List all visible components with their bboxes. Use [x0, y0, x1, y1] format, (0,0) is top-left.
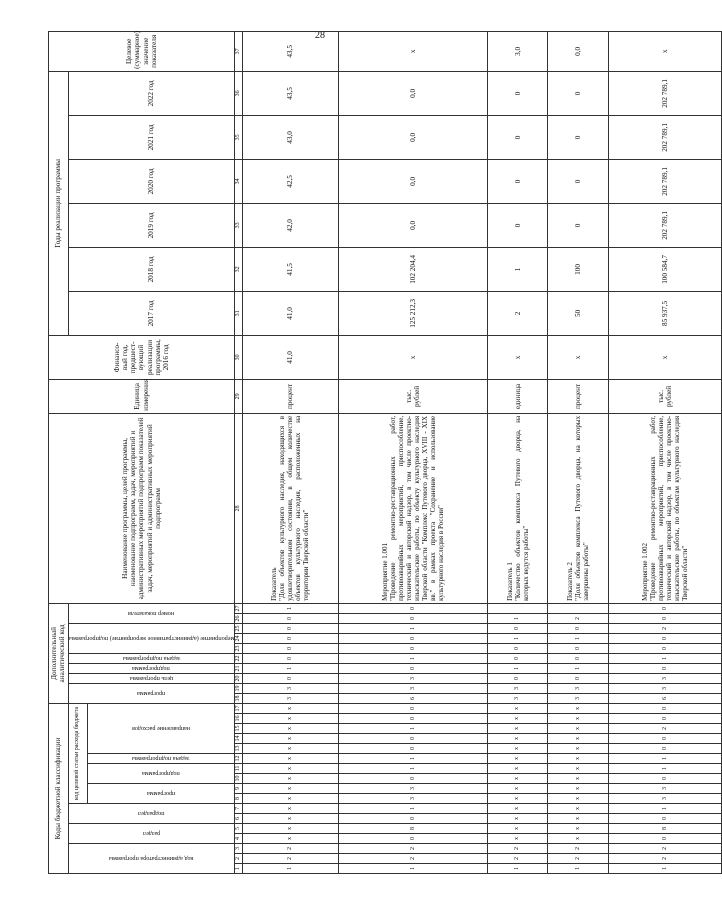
- row-year-value: 102 204,4: [338, 247, 487, 291]
- code-cell: x: [242, 754, 338, 764]
- code-cell: x: [242, 734, 338, 744]
- code-cell: x: [548, 734, 608, 744]
- code-cell: 0: [608, 633, 722, 643]
- column-number: 16: [235, 715, 242, 722]
- code-cell: 0: [338, 603, 487, 613]
- code-cell: 3: [608, 683, 722, 693]
- header-years: Годы реализации программы: [49, 71, 69, 335]
- code-cell: x: [242, 784, 338, 794]
- code-cell: 2: [242, 854, 338, 864]
- code-cell: x: [242, 744, 338, 754]
- code-cell: 1: [548, 663, 608, 673]
- code-cell: x: [548, 764, 608, 774]
- column-number: 27: [235, 603, 243, 613]
- code-cell: 3: [608, 784, 722, 794]
- code-cell: 2: [338, 844, 487, 854]
- code-cell: x: [242, 714, 338, 724]
- header-2022: 2022 год: [68, 71, 234, 115]
- column-numbers-row: [235, 31, 243, 873]
- code-cell: x: [242, 824, 338, 834]
- code-cell: x: [548, 774, 608, 784]
- code-cell: x: [242, 804, 338, 814]
- row-year-value: 41,0: [242, 291, 338, 335]
- code-cell: 1: [242, 663, 338, 673]
- code-cell: 0: [488, 673, 548, 683]
- code-cell: 2: [338, 854, 487, 864]
- header-a-goal: цель программы: [68, 673, 234, 683]
- row-year-value: 202 789,1: [608, 203, 722, 247]
- code-cell: 1: [608, 653, 722, 663]
- header-fin-year: Финансо-вый год, предшест-вующий реализации программы, 2016 год: [49, 335, 235, 379]
- code-cell: 0: [242, 633, 338, 643]
- code-cell: 0: [548, 623, 608, 633]
- code-cell: x: [488, 834, 548, 844]
- code-cell: x: [548, 703, 608, 713]
- code-cell: 2: [548, 844, 608, 854]
- code-cell: 0: [608, 663, 722, 673]
- row-fin-year-value: x: [548, 335, 608, 379]
- header-additional-code: Дополнительный аналитический код: [49, 603, 69, 703]
- code-cell: 6: [338, 693, 487, 703]
- code-cell: 0: [338, 703, 487, 713]
- header-target-value: Целевое (суммарное) значение показателя: [49, 31, 235, 71]
- code-cell: 3: [488, 683, 548, 693]
- header-program: программа: [88, 784, 235, 804]
- table-row: [608, 31, 722, 873]
- column-number: 30: [235, 335, 243, 379]
- table-row: [338, 31, 487, 873]
- row-target-value: 0,0: [548, 31, 608, 71]
- header-subsection: подраздел: [68, 804, 234, 824]
- code-cell: 1: [488, 663, 548, 673]
- code-cell: 0: [338, 814, 487, 824]
- column-number: 34: [235, 159, 243, 203]
- row-fin-year-value: 41,0: [242, 335, 338, 379]
- column-number: 35: [235, 115, 243, 159]
- code-cell: x: [242, 794, 338, 804]
- row-unit: процент: [548, 379, 608, 413]
- code-cell: x: [548, 754, 608, 764]
- row-year-value: 0: [488, 203, 548, 247]
- code-cell: 0: [608, 774, 722, 784]
- row-year-value: 100: [548, 247, 608, 291]
- code-cell: 0: [608, 714, 722, 724]
- header-direction: направление расходов: [88, 703, 235, 753]
- header-unit: Единица измерения: [49, 379, 235, 413]
- code-cell: 3: [242, 683, 338, 693]
- code-cell: 0: [338, 663, 487, 673]
- row-year-value: 0: [488, 159, 548, 203]
- row-year-value: 42,0: [242, 203, 338, 247]
- header-target-item-code: код целевой статьи расхода бюджета: [68, 703, 88, 803]
- column-number: 10: [235, 775, 242, 782]
- header-name: Наименование программы, целей программы, наименование подпрограмм, задач, мероприятий и административных мероприятий подпрограмм показателей задач, мероприятий и административных мероприятий подпрограмм: [49, 413, 235, 603]
- code-cell: 3: [608, 794, 722, 804]
- header-a-program: программа: [68, 683, 234, 703]
- row-unit: процент: [242, 379, 338, 413]
- code-cell: x: [548, 804, 608, 814]
- code-cell: 1: [338, 623, 487, 633]
- row-fin-year-value: x: [338, 335, 487, 379]
- code-cell: 0: [338, 744, 487, 754]
- code-cell: 0: [548, 643, 608, 653]
- header-2017: 2017 год: [68, 291, 234, 335]
- code-cell: 1: [548, 864, 608, 874]
- row-unit: единица: [488, 379, 548, 413]
- code-cell: 0: [548, 673, 608, 683]
- code-cell: 2: [488, 844, 548, 854]
- code-cell: 1: [338, 653, 487, 663]
- code-cell: x: [242, 834, 338, 844]
- code-cell: x: [488, 714, 548, 724]
- table-row: [242, 31, 338, 873]
- code-cell: 2: [548, 854, 608, 864]
- code-cell: 0: [242, 653, 338, 663]
- code-cell: x: [242, 724, 338, 734]
- row-year-value: 202 789,1: [608, 71, 722, 115]
- header-2021: 2021 год: [68, 115, 234, 159]
- code-cell: 2: [608, 623, 722, 633]
- code-cell: 2: [608, 854, 722, 864]
- code-cell: 1: [338, 764, 487, 774]
- row-year-value: 0,0: [338, 159, 487, 203]
- code-cell: x: [548, 714, 608, 724]
- code-cell: 6: [608, 693, 722, 703]
- row-year-value: 50: [548, 291, 608, 335]
- table-row: [548, 31, 608, 873]
- code-cell: x: [488, 744, 548, 754]
- code-cell: [488, 603, 548, 613]
- row-year-value: 0,0: [338, 115, 487, 159]
- header-2018: 2018 год: [68, 247, 234, 291]
- row-unit: тыс. рублей: [338, 379, 487, 413]
- code-cell: 3: [488, 693, 548, 703]
- code-cell: 0: [338, 834, 487, 844]
- row-year-value: 0,0: [338, 203, 487, 247]
- row-year-value: 202 789,1: [608, 159, 722, 203]
- code-cell: 1: [548, 633, 608, 643]
- code-cell: x: [242, 774, 338, 784]
- column-number: 31: [235, 291, 243, 335]
- code-cell: x: [242, 814, 338, 824]
- code-cell: 0: [608, 814, 722, 824]
- column-number: 23: [235, 645, 242, 652]
- code-cell: 0: [242, 613, 338, 623]
- column-number: 26: [235, 615, 242, 622]
- code-cell: 2: [608, 844, 722, 854]
- code-cell: 1: [608, 804, 722, 814]
- header-2019: 2019 год: [68, 203, 234, 247]
- code-cell: 0: [338, 734, 487, 744]
- program-table: [48, 31, 722, 874]
- code-cell: x: [488, 824, 548, 834]
- header-a-indicator: номер показателя: [68, 603, 234, 623]
- table-row: [488, 31, 548, 873]
- row-name: Показатель 2 "Доля объектов комплекса Путевого дворца, на которых завершены работы": [548, 413, 608, 603]
- column-number: 3: [235, 844, 243, 854]
- code-cell: x: [548, 794, 608, 804]
- row-year-value: 1: [488, 247, 548, 291]
- code-cell: x: [488, 724, 548, 734]
- header-admin-code: код администратора программы: [68, 844, 234, 874]
- header-a-task: задача подпрограммы: [68, 653, 234, 663]
- code-cell: 1: [242, 603, 338, 613]
- code-cell: x: [488, 754, 548, 764]
- row-name: Мероприятие 1.002 "Проведение ремонтно-реставрационных работ, противоаварийных мероприятий, приспособление, технический и авторский надзор, в том числе проектно-изыскательские работы, по объектам культурного наследия Тверской области": [608, 413, 722, 603]
- row-year-value: 43,5: [242, 71, 338, 115]
- code-cell: 2: [608, 724, 722, 734]
- column-number: 5: [235, 824, 243, 834]
- code-cell: 3: [338, 784, 487, 794]
- column-number: 28: [235, 413, 243, 603]
- column-number: 7: [235, 804, 243, 814]
- column-number: 8: [235, 794, 243, 804]
- code-cell: 1: [608, 754, 722, 764]
- header-subprogram: подпрограмма: [88, 764, 235, 784]
- row-target-value: 43,5: [242, 31, 338, 71]
- column-number: 15: [235, 725, 242, 732]
- code-cell: 3: [242, 693, 338, 703]
- code-cell: x: [488, 774, 548, 784]
- page-number: 28: [315, 30, 325, 41]
- code-cell: 8: [338, 824, 487, 834]
- column-number: 6: [235, 814, 243, 824]
- column-number: 14: [235, 735, 242, 742]
- header-2020: 2020 год: [68, 159, 234, 203]
- column-number: 22: [235, 655, 242, 662]
- header-a-event: мероприятие (административное мероприятие) подпрограммы: [68, 623, 234, 653]
- column-number: 32: [235, 247, 243, 291]
- code-cell: 0: [338, 613, 487, 623]
- code-cell: 0: [608, 734, 722, 744]
- column-number: 20: [235, 675, 242, 682]
- column-number: 36: [235, 71, 243, 115]
- row-year-value: 43,0: [242, 115, 338, 159]
- row-year-value: 0,0: [338, 71, 487, 115]
- column-number: 1: [235, 864, 243, 874]
- row-year-value: 0: [548, 71, 608, 115]
- row-unit: тыс. рублей: [608, 379, 722, 413]
- row-target-value: x: [608, 31, 722, 71]
- code-cell: 1: [338, 864, 487, 874]
- code-cell: 8: [608, 824, 722, 834]
- code-cell: 1: [338, 754, 487, 764]
- code-cell: 1: [242, 864, 338, 874]
- code-cell: x: [548, 784, 608, 794]
- code-cell: x: [548, 724, 608, 734]
- code-cell: 0: [608, 834, 722, 844]
- row-year-value: 0: [548, 159, 608, 203]
- row-target-value: 3,0: [488, 31, 548, 71]
- code-cell: 0: [548, 653, 608, 663]
- code-cell: 0: [488, 643, 548, 653]
- code-cell: 3: [338, 794, 487, 804]
- code-cell: 3: [548, 683, 608, 693]
- column-number: 12: [235, 755, 242, 762]
- code-cell: x: [488, 703, 548, 713]
- row-year-value: 2: [488, 291, 548, 335]
- rotated-table-sheet: [48, 30, 690, 874]
- row-year-value: 0: [488, 71, 548, 115]
- code-cell: 0: [608, 703, 722, 713]
- code-cell: x: [488, 764, 548, 774]
- code-cell: x: [548, 814, 608, 824]
- code-cell: 3: [548, 693, 608, 703]
- row-year-value: 42,5: [242, 159, 338, 203]
- column-number: 17: [235, 703, 243, 713]
- code-cell: 1: [338, 804, 487, 814]
- code-cell: 2: [488, 854, 548, 864]
- code-cell: 0: [488, 653, 548, 663]
- row-fin-year-value: x: [608, 335, 722, 379]
- code-cell: 2: [242, 844, 338, 854]
- code-cell: 0: [338, 643, 487, 653]
- row-target-value: x: [338, 31, 487, 71]
- code-cell: 0: [488, 623, 548, 633]
- column-number: 37: [235, 31, 243, 71]
- row-name: Показатель 1 "Количество объектов комплекса Путевого дворца, на которых ведутся работы": [488, 413, 548, 603]
- code-cell: 1: [338, 724, 487, 734]
- row-year-value: 125 212,3: [338, 291, 487, 335]
- code-cell: x: [548, 744, 608, 754]
- code-cell: x: [242, 764, 338, 774]
- column-number: 9: [235, 784, 243, 794]
- code-cell: x: [488, 734, 548, 744]
- code-cell: x: [488, 784, 548, 794]
- header-task-subprogram: задача подпрограммы: [88, 754, 235, 764]
- code-cell: 3: [338, 673, 487, 683]
- code-cell: x: [548, 824, 608, 834]
- row-name: Показатель "Доля объектов культурного наследия, находящихся в удовлетворительном состоянии, в общем количестве объектов культурного наследия, расположенных на территории Тверской области": [242, 413, 338, 603]
- code-cell: 1: [608, 764, 722, 774]
- code-cell: 1: [608, 864, 722, 874]
- column-number: 2: [235, 854, 243, 864]
- column-number: 19: [235, 685, 242, 692]
- column-number: 33: [235, 203, 243, 247]
- column-number: 24: [235, 635, 242, 642]
- code-cell: 0: [608, 643, 722, 653]
- column-number: 13: [235, 745, 242, 752]
- code-cell: x: [548, 834, 608, 844]
- code-cell: 0: [242, 673, 338, 683]
- code-cell: x: [488, 804, 548, 814]
- code-cell: 0: [242, 643, 338, 653]
- column-number: 29: [235, 379, 243, 413]
- row-year-value: 0: [548, 203, 608, 247]
- code-cell: 1: [488, 864, 548, 874]
- code-cell: 0: [338, 633, 487, 643]
- column-number: 18: [235, 695, 242, 702]
- row-year-value: 85 937,5: [608, 291, 722, 335]
- row-year-value: 0: [488, 115, 548, 159]
- row-year-value: 41,5: [242, 247, 338, 291]
- code-cell: 1: [488, 633, 548, 643]
- code-cell: 0: [338, 774, 487, 784]
- code-cell: 0: [608, 603, 722, 613]
- row-year-value: 0: [548, 115, 608, 159]
- code-cell: 3: [338, 683, 487, 693]
- column-number: 4: [235, 834, 243, 844]
- column-number: 25: [235, 625, 242, 632]
- code-cell: x: [488, 794, 548, 804]
- header-section: раздел: [68, 824, 234, 844]
- code-cell: 3: [608, 673, 722, 683]
- column-number: 21: [235, 665, 242, 672]
- row-year-value: 202 789,1: [608, 115, 722, 159]
- row-fin-year-value: x: [488, 335, 548, 379]
- code-cell: 0: [608, 744, 722, 754]
- code-cell: x: [488, 814, 548, 824]
- code-cell: 1: [488, 613, 548, 623]
- header-a-subprogram: подпрограмма: [68, 663, 234, 673]
- code-cell: 0: [608, 613, 722, 623]
- code-cell: 0: [338, 714, 487, 724]
- code-cell: x: [242, 703, 338, 713]
- code-cell: 2: [548, 613, 608, 623]
- header-codes-budget: Коды бюджетной классификации: [49, 703, 69, 873]
- row-name: Мероприятие 1.001 "Проведение ремонтно-реставрационных работ, противоаварийных мероприятий, приспособление, технический и авторский надзор, в том числе проектно-изыскательские работы, по объекту культурного наследия Тверской области "Комплекс Путевого дворца, XVIII - XIX вв." в рамках проекта "Сохранение и использование культурного наследия в России": [338, 413, 487, 603]
- column-number: 11: [235, 764, 243, 774]
- code-cell: [548, 603, 608, 613]
- row-year-value: 100 584,7: [608, 247, 722, 291]
- code-cell: 0: [242, 623, 338, 633]
